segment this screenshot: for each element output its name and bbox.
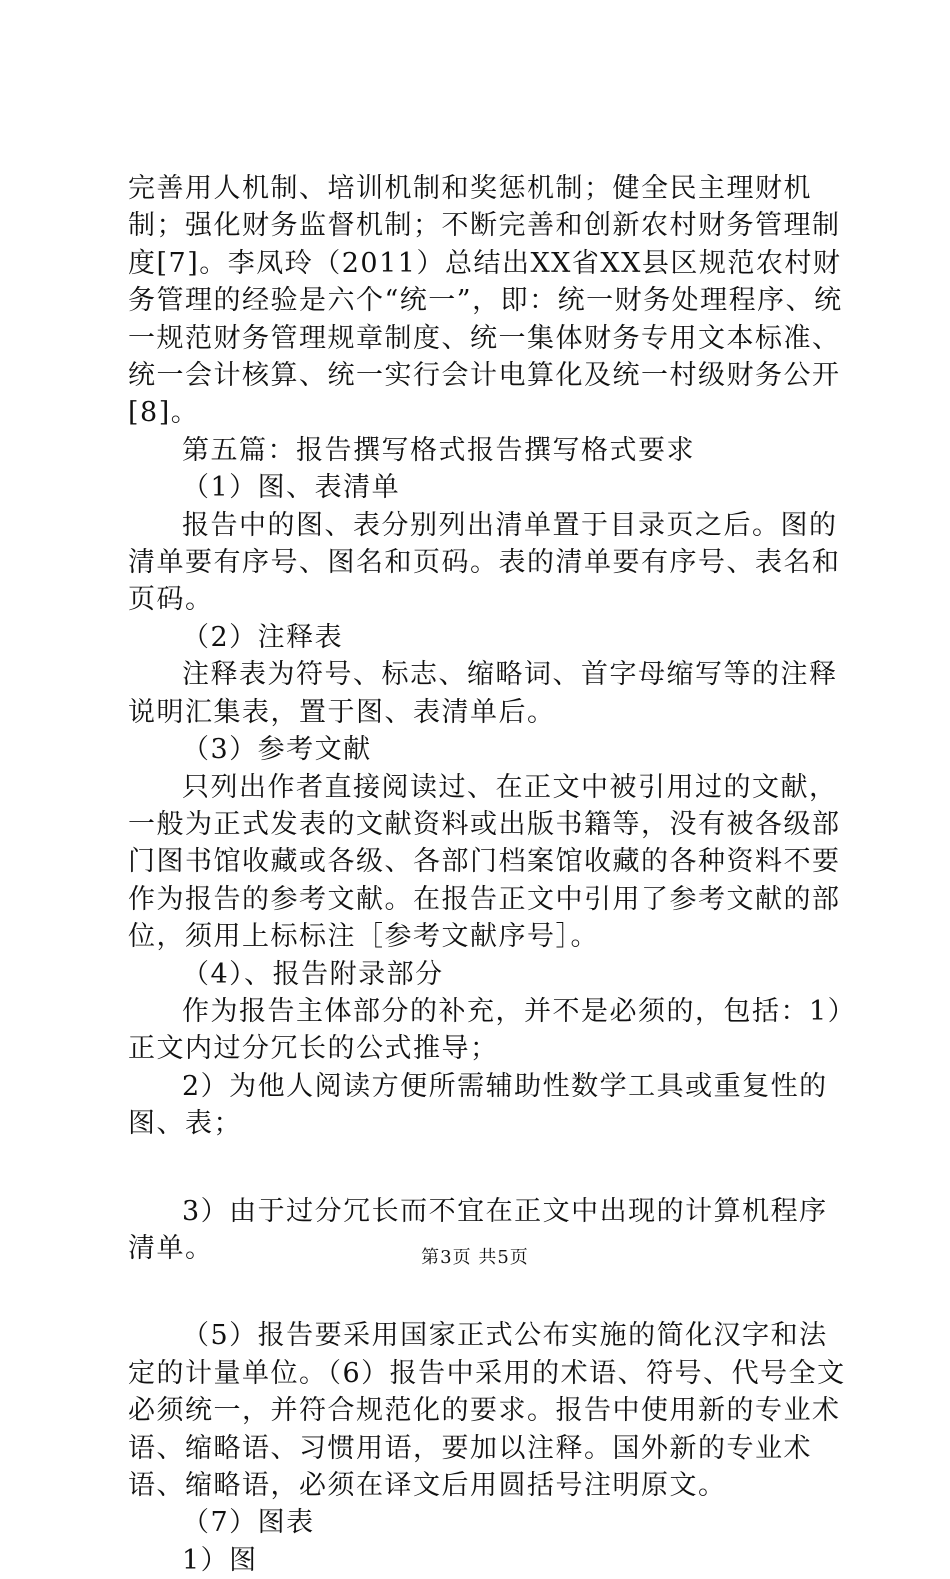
subheading-appendix: （4）、报告附录部分	[182, 958, 444, 990]
paragraph-language-units: （5）报告要采用国家正式公布实施的简化汉字和法定的计量单位。（6）报告中采用的术语、符号、代号全文必须统一，并符合规范化的要求。报告中使用新的专业术语、缩略语、习惯用语，要加以注释。国外新的专业术语、缩略语，必须在译文后用圆括号注明原文。	[128, 1320, 846, 1501]
subheading-references: （3）参考文献	[182, 734, 372, 766]
section-heading-report-format: 第五篇：报告撰写格式报告撰写格式要求	[182, 434, 695, 466]
paragraph-finance-mechanisms: 完善用人机制、培训机制和奖惩机制；健全民主理财机制；强化财务监督机制；不断完善和创新农村财务管理制度[7]。李凤玲（2011）总结出XX省XX县区规范农村财务管理的经验是六个“统一”，即：统一财务处理程序、统一规范财务管理规章制度、统一集体财务专用文本标准、统一会计核算、统一实行会计电算化及统一村级财务公开[8]。	[128, 173, 843, 429]
paragraph-notes-table: 注释表为符号、标志、缩略词、首字母缩写等的注释说明汇集表，置于图、表清单后。	[128, 659, 838, 728]
paragraph-references: 只列出作者直接阅读过、在正文中被引用过的文献，一般为正式发表的文献资料或出版书籍等，没有被各级部门图书馆收藏或各级、各部门档案馆收藏的各种资料不要作为报告的参考文献。在报告正文中引用了参考文献的部位，须用上标标注［参考文献序号］。	[128, 771, 841, 953]
subheading-figure: 1）图	[182, 1544, 258, 1576]
paragraph-figure-table-list: 报告中的图、表分别列出清单置于目录页之后。图的清单要有序号、图名和页码。表的清单要有序号、表名和页码。	[128, 509, 841, 616]
subheading-figure-table-list: （1）图、表清单	[182, 472, 401, 504]
document-body	[128, 170, 848, 1579]
subheading-charts: （7）图表	[182, 1507, 315, 1539]
page-number-label: 第3页 共5页	[421, 1247, 529, 1268]
paragraph-appendix: 作为报告主体部分的补充，并不是必须的，包括：1）正文内过分冗长的公式推导；	[128, 995, 843, 1065]
paragraph-appendix-item-2: 2）为他人阅读方便所需辅助性数学工具或重复性的图、表；	[128, 1070, 828, 1140]
paragraph-appendix-item-3: 3）由于过分冗长而不宜在正文中出现的计算机程序清单。	[128, 1195, 828, 1264]
page-footer	[0, 1243, 950, 1269]
subheading-notes-table: （2）注释表	[182, 621, 344, 653]
